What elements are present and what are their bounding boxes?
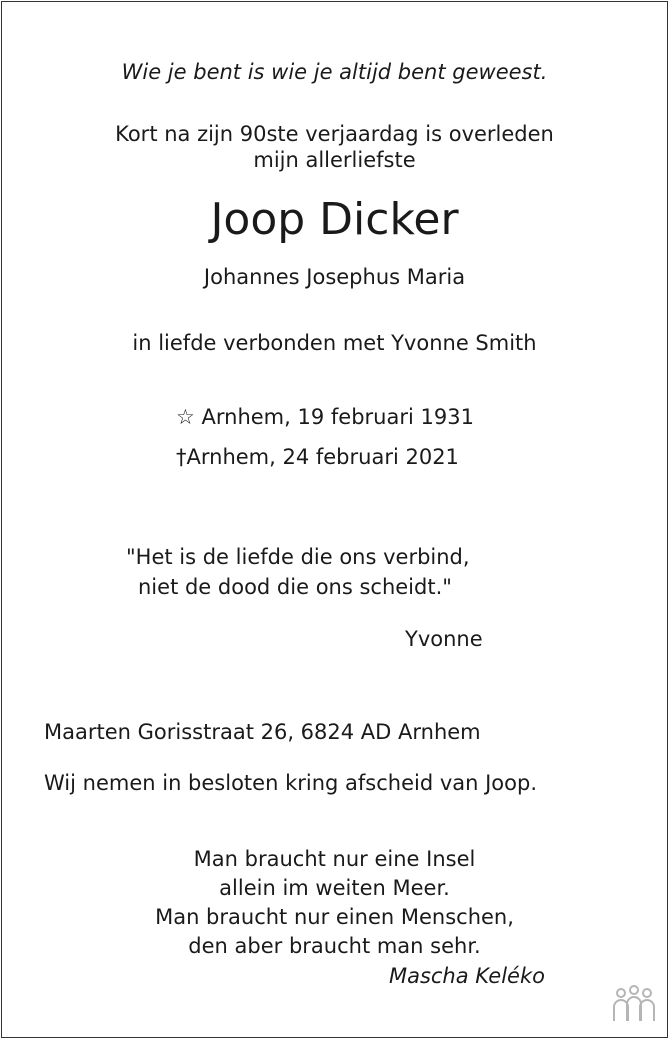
birth-line xyxy=(176,404,474,430)
poem-line-4: den aber braucht man sehr. xyxy=(188,934,481,958)
star-icon: ☆ xyxy=(176,405,195,429)
people-group-icon xyxy=(609,983,659,1025)
partner-line: in liefde verbonden met Yvonne Smith xyxy=(132,331,537,355)
quote-line-1: "Het is de liefde die ons verbind, xyxy=(126,545,470,569)
farewell: Wij nemen in besloten kring afscheid van Joop. xyxy=(44,771,538,795)
motto: Wie je bent is wie je altijd bent geweest. xyxy=(121,60,548,84)
quote-signature: Yvonne xyxy=(405,627,483,651)
poem-author: Mascha Keléko xyxy=(388,964,545,988)
quote-line-2: niet de dood die ons scheidt." xyxy=(138,575,452,599)
intro-line-2: mijn allerliefste xyxy=(253,148,416,172)
poem-line-3: Man braucht nur einen Menschen, xyxy=(155,905,514,929)
deceased-name: Joop Dicker xyxy=(210,194,459,245)
address: Maarten Gorisstraat 26, 6824 AD Arnhem xyxy=(44,720,481,744)
poem-line-2: allein im weiten Meer. xyxy=(219,876,450,900)
death-line xyxy=(176,444,459,470)
intro-line-1: Kort na zijn 90ste verjaardag is overleden xyxy=(115,122,554,146)
cross-icon: † xyxy=(176,445,187,469)
full-name: Johannes Josephus Maria xyxy=(203,265,466,289)
death-text: Arnhem, 24 februari 2021 xyxy=(186,445,459,469)
birth-text: Arnhem, 19 februari 1931 xyxy=(201,405,474,429)
poem-line-1: Man braucht nur eine Insel xyxy=(193,847,476,871)
